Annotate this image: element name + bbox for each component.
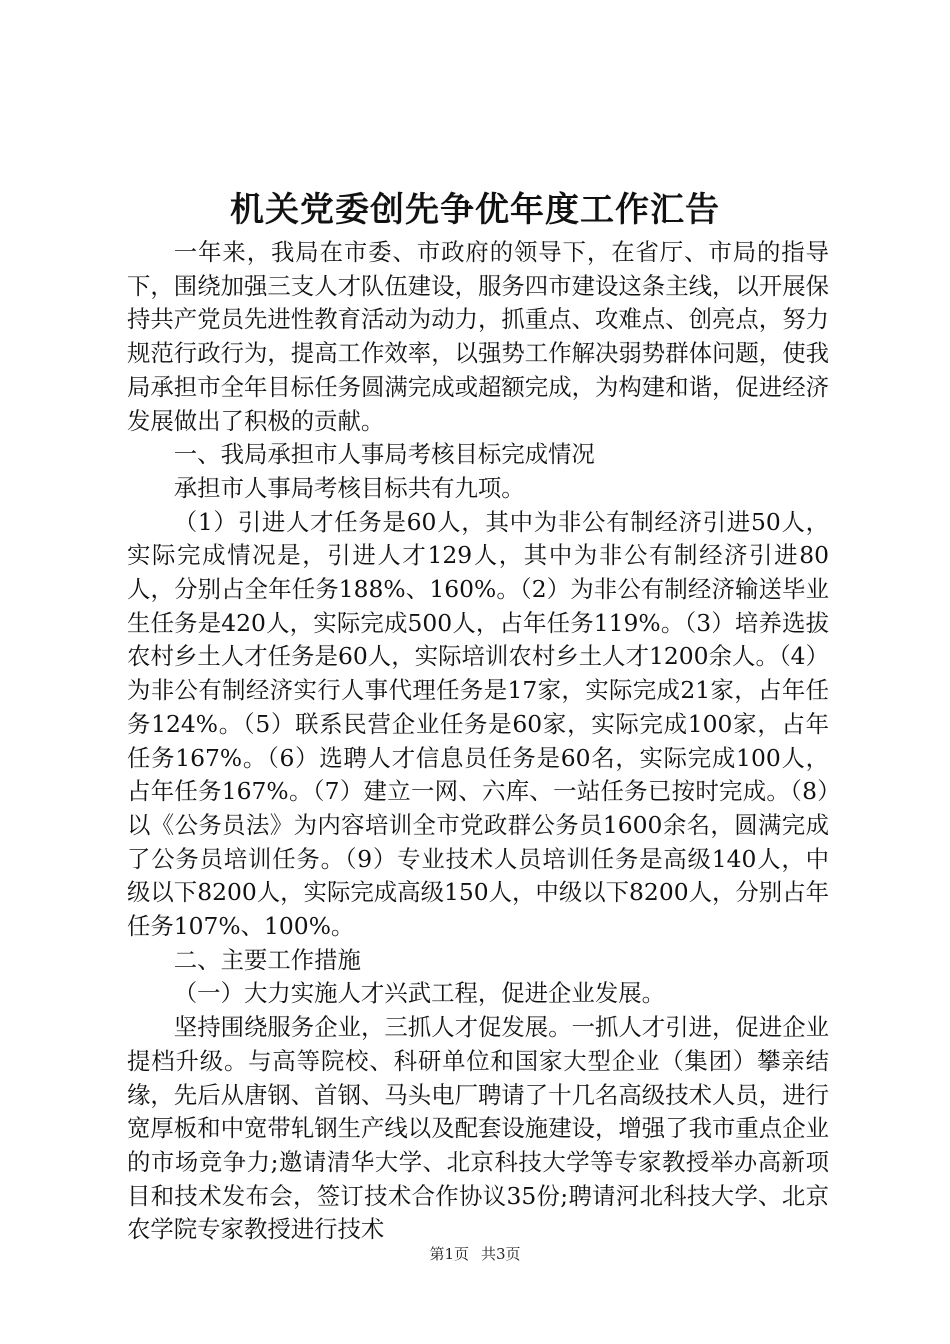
page-total: 共3页 [481, 1245, 521, 1263]
paragraph-targets-detail: （1）引进人才任务是60人，其中为非公有制经济引进50人，实际完成情况是，引进人才129人，其中为非公有制经济引进80人，分别占全年任务188%、160%。（2）为非公有制经济输送毕业生任务是420人，实际完成500人，占年任务119%。（3）培养选拔农村乡土人才任务是60人，实际培训农村乡土人才1200余人。（4）为非公有制经济实行人事代理任务是17家，实际完成21家，占年任务124%。（5）联系民营企业任务是60家，实际完成100家，占年任务167%。（6）选聘人才信息员任务是60名，实际完成100人，占年任务167%。（7）建立一网、六库、一站任务已按时完成。（8）以《公务员法》为内容培训全市党政群公务员1600余名，圆满完成了公务员培训任务。（9）专业技术人员培训任务是高级140人，中级以下8200人，实际完成高级150人，中级以下8200人，分别占年任务107%、100%。 [127, 507, 829, 941]
page-number: 第1页 [429, 1245, 469, 1263]
paragraph-targets-summary: 承担市人事局考核目标共有九项。 [173, 473, 525, 502]
section-heading-1: 一、我局承担市人事局考核目标完成情况 [173, 440, 595, 469]
page-footer [0, 1244, 950, 1264]
document-body [127, 236, 829, 1247]
subsection-heading-1: （一）大力实施人才兴武工程，促进企业发展。 [173, 979, 665, 1008]
paragraph-intro: 一年来，我局在市委、市政府的领导下，在省厅、市局的指导下，围绕加强三支人才队伍建设，服务四市建设这条主线，以开展保持共产党员先进性教育活动为动力，抓重点、攻难点、创亮点，努力规范行政行为，提高工作效率，以强势工作解决弱势群体问题，使我局承担市全年目标任务圆满完成或超额完成，为构建和谐，促进经济发展做出了积极的贡献。 [127, 238, 829, 435]
section-heading-2: 二、主要工作措施 [173, 945, 361, 974]
document-title: 机关党委创先争优年度工作汇告 [230, 190, 720, 230]
paragraph-measures: 坚持围绕服务企业，三抓人才促发展。一抓人才引进，促进企业提档升级。与高等院校、科研单位和国家大型企业（集团）攀亲结缘，先后从唐钢、首钢、马头电厂聘请了十几名高级技术人员，进行宽厚板和中宽带轧钢生产线以及配套设施建设，增强了我市重点企业的市场竞争力;邀请清华大学、北京科技大学等专家教授举办高新项目和技术发布会，签订技术合作协议35份;聘请河北科技大学、北京农学院专家教授进行技术 [127, 1013, 829, 1244]
